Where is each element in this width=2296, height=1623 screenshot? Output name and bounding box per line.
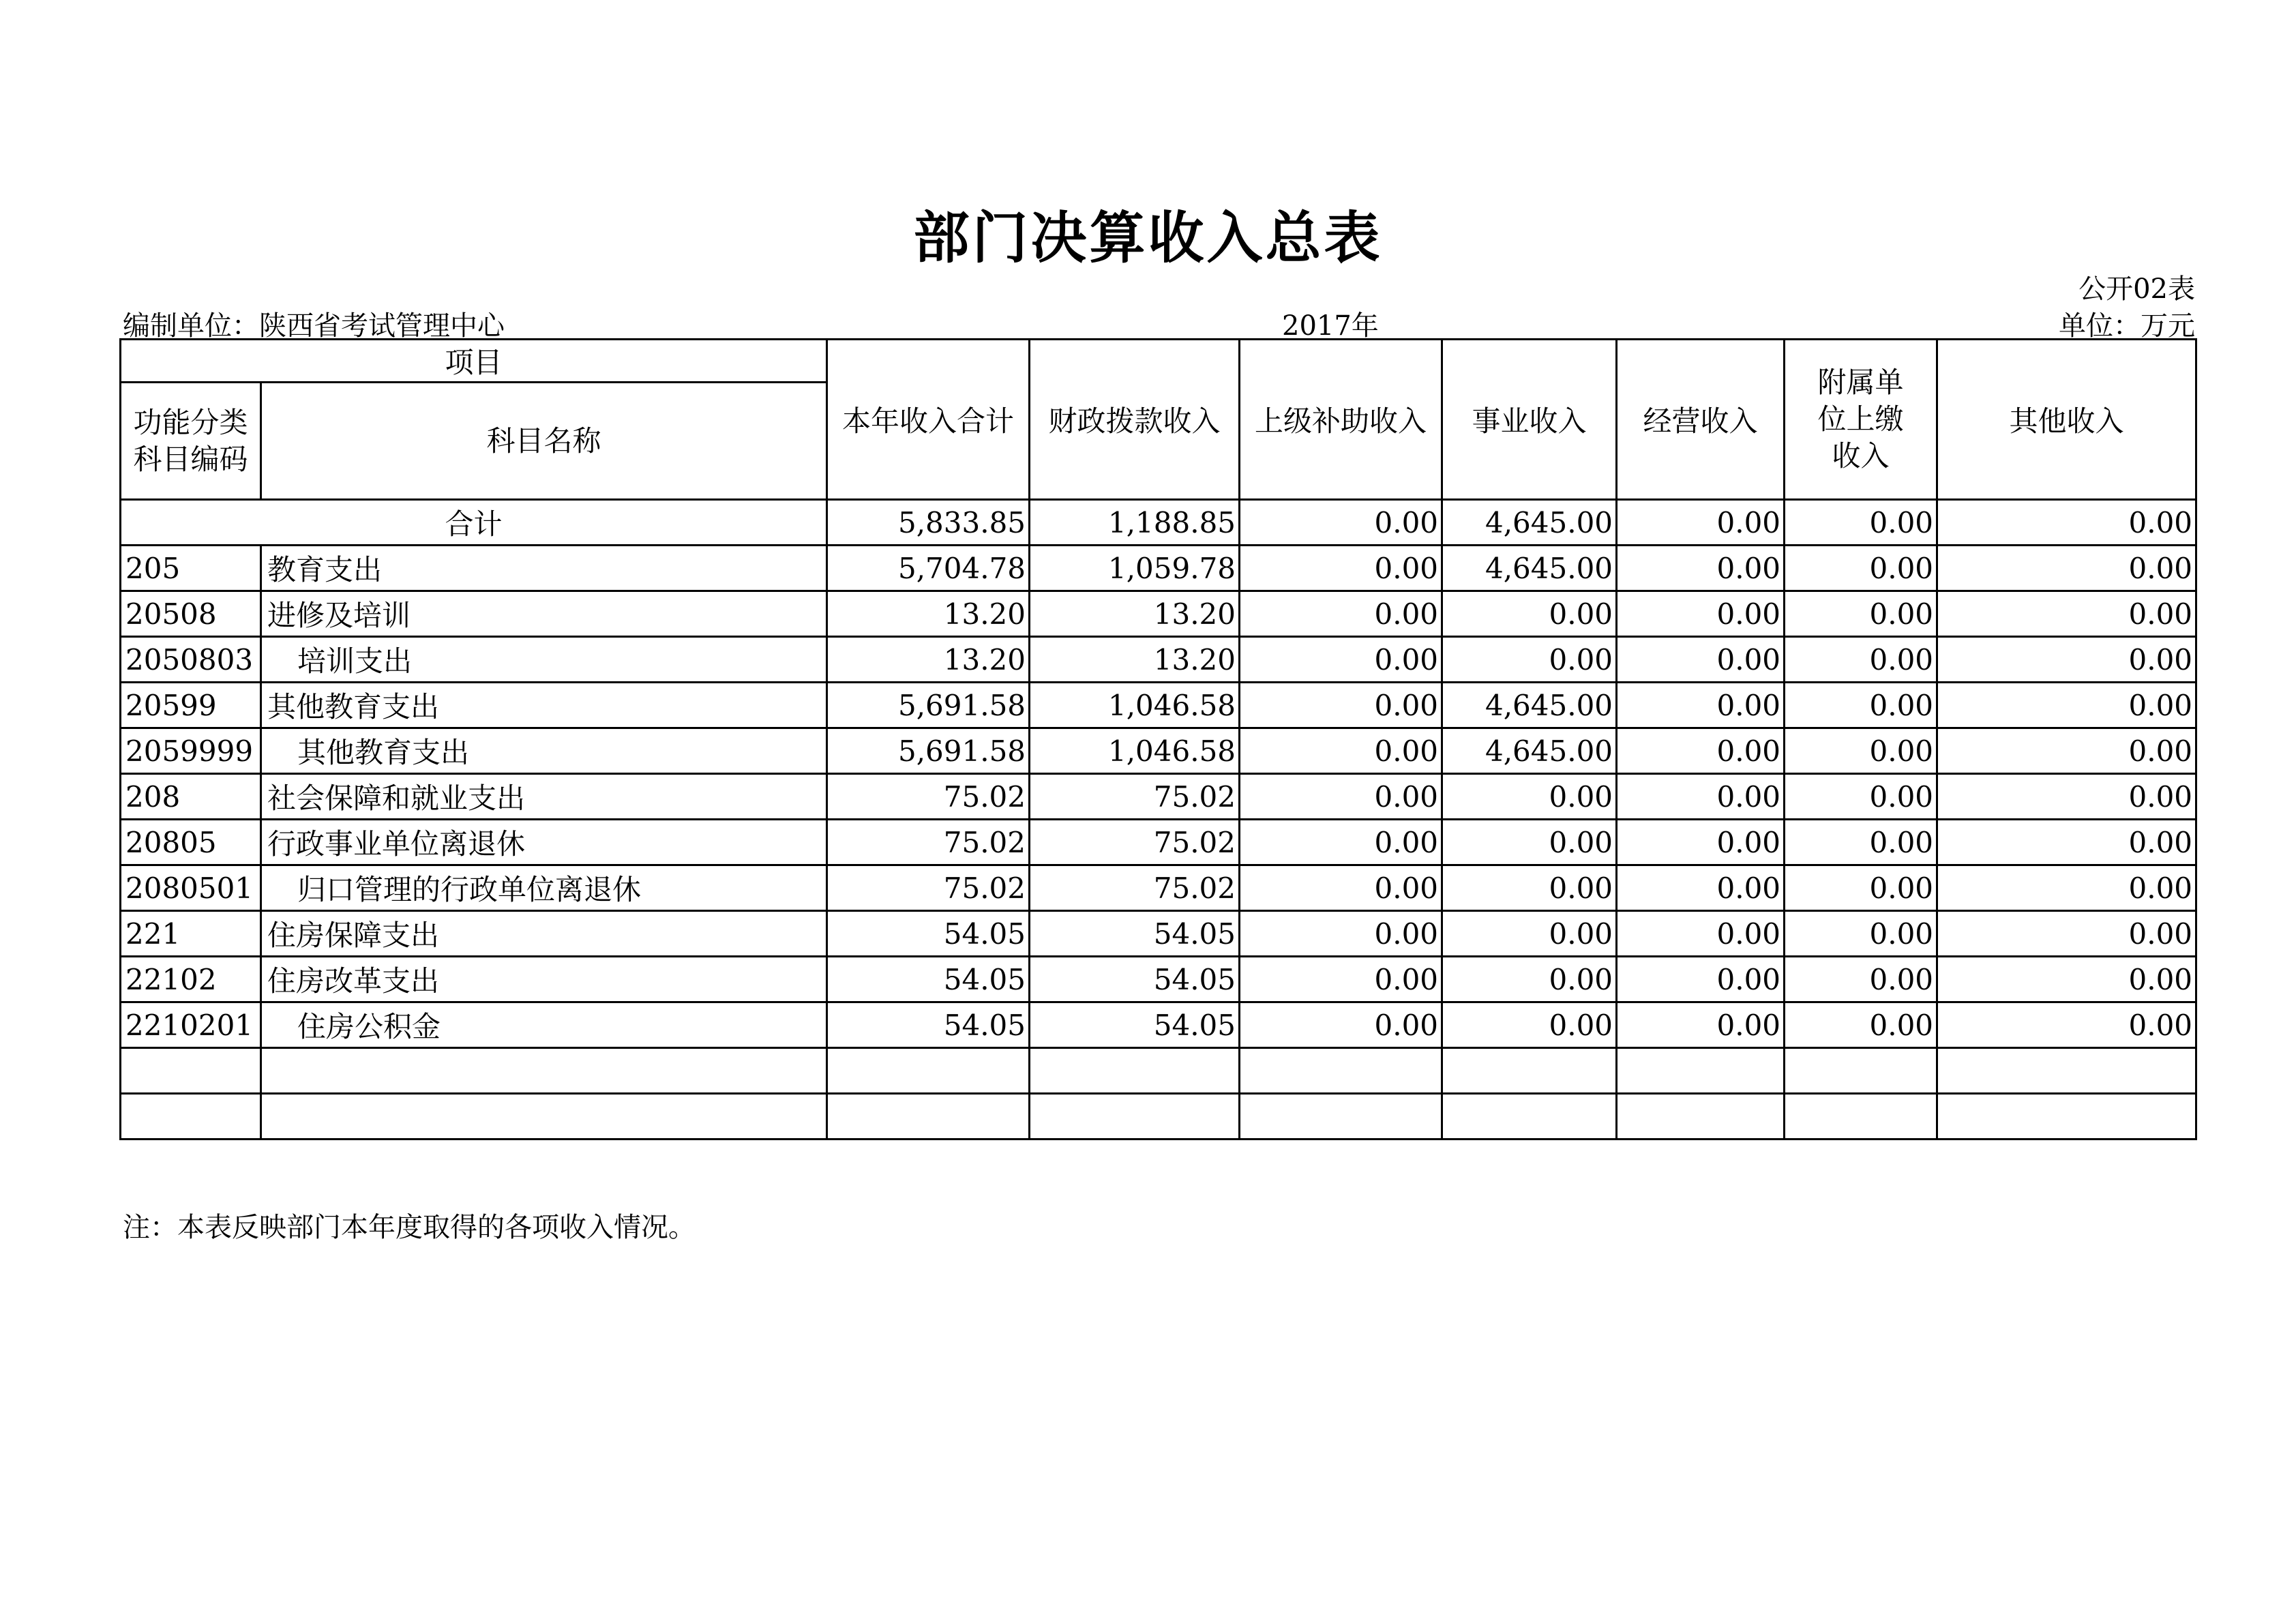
amount-cell: 0.00 — [1617, 865, 1785, 911]
header-code — [121, 383, 261, 500]
amount-cell: 1,059.78 — [1030, 546, 1240, 591]
amount-cell: 54.05 — [1030, 911, 1240, 957]
subject-name: 进修及培训 — [261, 591, 827, 637]
empty-cell — [1785, 1094, 1937, 1140]
total-value: 0.00 — [1240, 500, 1442, 546]
amount-cell: 0.00 — [1240, 820, 1442, 865]
amount-cell: 5,691.58 — [827, 728, 1030, 774]
amount-cell: 0.00 — [1617, 911, 1785, 957]
amount-cell: 0.00 — [1937, 683, 2196, 728]
amount-cell: 54.05 — [1030, 957, 1240, 1002]
amount-cell: 0.00 — [1240, 637, 1442, 683]
subject-name: 行政事业单位离退休 — [261, 820, 827, 865]
amount-cell: 0.00 — [1937, 546, 2196, 591]
amount-cell: 0.00 — [1785, 957, 1937, 1002]
amount-cell: 0.00 — [1240, 1002, 1442, 1048]
amount-cell: 0.00 — [1785, 591, 1937, 637]
header-col-affiliated — [1785, 340, 1937, 500]
amount-cell: 0.00 — [1937, 1002, 2196, 1048]
amount-cell: 13.20 — [1030, 591, 1240, 637]
header-col-operating: 经营收入 — [1617, 340, 1785, 500]
amount-cell: 13.20 — [1030, 637, 1240, 683]
total-value: 0.00 — [1785, 500, 1937, 546]
empty-cell — [1785, 1048, 1937, 1094]
table-note: 注：本表反映部门本年度取得的各项收入情况。 — [123, 1212, 696, 1243]
amount-cell: 0.00 — [1240, 774, 1442, 820]
amount-cell: 0.00 — [1617, 546, 1785, 591]
amount-cell: 75.02 — [827, 820, 1030, 865]
subject-name: 住房改革支出 — [261, 957, 827, 1002]
amount-cell: 54.05 — [827, 911, 1030, 957]
header-col-affiliated-text: 附属单位上缴收入 — [1817, 366, 1904, 473]
table-row — [121, 957, 2196, 1002]
amount-cell: 0.00 — [1442, 820, 1617, 865]
amount-cell: 0.00 — [1785, 820, 1937, 865]
amount-cell: 75.02 — [1030, 865, 1240, 911]
empty-cell — [827, 1094, 1030, 1140]
amount-cell: 0.00 — [1240, 865, 1442, 911]
amount-cell: 0.00 — [1785, 1002, 1937, 1048]
subject-name: 住房公积金 — [261, 1002, 827, 1048]
subject-name: 培训支出 — [261, 637, 827, 683]
empty-row — [121, 1094, 2196, 1140]
amount-cell: 54.05 — [1030, 1002, 1240, 1048]
amount-cell: 0.00 — [1442, 591, 1617, 637]
amount-cell: 0.00 — [1617, 591, 1785, 637]
subject-code: 20599 — [121, 683, 261, 728]
empty-cell — [1030, 1094, 1240, 1140]
empty-cell — [1937, 1094, 2196, 1140]
subject-code: 221 — [121, 911, 261, 957]
amount-cell: 0.00 — [1240, 911, 1442, 957]
amount-cell: 0.00 — [1937, 728, 2196, 774]
amount-cell: 0.00 — [1785, 637, 1937, 683]
subject-name: 社会保障和就业支出 — [261, 774, 827, 820]
table-row — [121, 728, 2196, 774]
table-row — [121, 546, 2196, 591]
amount-cell: 75.02 — [827, 774, 1030, 820]
amount-cell: 0.00 — [1937, 865, 2196, 911]
amount-cell: 54.05 — [827, 1002, 1030, 1048]
subject-name: 教育支出 — [261, 546, 827, 591]
amount-cell: 4,645.00 — [1442, 546, 1617, 591]
amount-cell: 0.00 — [1240, 546, 1442, 591]
amount-cell: 1,046.58 — [1030, 683, 1240, 728]
amount-cell: 75.02 — [827, 865, 1030, 911]
subject-code: 20805 — [121, 820, 261, 865]
amount-cell: 0.00 — [1937, 957, 2196, 1002]
amount-cell: 0.00 — [1617, 820, 1785, 865]
table-row — [121, 637, 2196, 683]
empty-cell — [1442, 1094, 1617, 1140]
subject-code: 208 — [121, 774, 261, 820]
empty-cell — [1240, 1048, 1442, 1094]
total-value: 0.00 — [1937, 500, 2196, 546]
amount-cell: 0.00 — [1937, 820, 2196, 865]
amount-cell: 0.00 — [1785, 911, 1937, 957]
empty-cell — [1617, 1048, 1785, 1094]
table-row — [121, 865, 2196, 911]
subject-name: 归口管理的行政单位离退休 — [261, 865, 827, 911]
amount-cell: 0.00 — [1442, 774, 1617, 820]
total-value: 1,188.85 — [1030, 500, 1240, 546]
amount-cell: 0.00 — [1937, 591, 2196, 637]
empty-row — [121, 1048, 2196, 1094]
amount-cell: 4,645.00 — [1442, 728, 1617, 774]
amount-cell: 0.00 — [1617, 774, 1785, 820]
header-col-total: 本年收入合计 — [827, 340, 1030, 500]
empty-cell — [121, 1094, 261, 1140]
amount-cell: 0.00 — [1785, 728, 1937, 774]
header-col-superior-subsidy: 上级补助收入 — [1240, 340, 1442, 500]
subject-code: 20508 — [121, 591, 261, 637]
amount-cell: 0.00 — [1617, 683, 1785, 728]
empty-cell — [1937, 1048, 2196, 1094]
amount-cell: 0.00 — [1617, 637, 1785, 683]
amount-cell: 0.00 — [1785, 683, 1937, 728]
amount-cell: 0.00 — [1442, 957, 1617, 1002]
header-col-fiscal: 财政拨款收入 — [1030, 340, 1240, 500]
subject-code: 22102 — [121, 957, 261, 1002]
header-col-other: 其他收入 — [1937, 340, 2196, 500]
total-value: 4,645.00 — [1442, 500, 1617, 546]
amount-cell: 0.00 — [1785, 546, 1937, 591]
subject-name: 其他教育支出 — [261, 683, 827, 728]
empty-cell — [1617, 1094, 1785, 1140]
amount-cell: 0.00 — [1442, 637, 1617, 683]
income-summary-table — [119, 338, 2197, 1140]
subject-code: 2080501 — [121, 865, 261, 911]
table-row — [121, 683, 2196, 728]
header-code-text: 功能分类科目编码 — [133, 405, 248, 476]
table-row — [121, 911, 2196, 957]
table-row — [121, 591, 2196, 637]
table-row — [121, 774, 2196, 820]
empty-cell — [1240, 1094, 1442, 1140]
header-name: 科目名称 — [261, 383, 827, 500]
empty-cell — [121, 1048, 261, 1094]
amount-cell: 0.00 — [1617, 1002, 1785, 1048]
amount-cell: 5,691.58 — [827, 683, 1030, 728]
amount-cell: 0.00 — [1442, 911, 1617, 957]
total-label: 合计 — [121, 500, 827, 546]
amount-cell: 4,645.00 — [1442, 683, 1617, 728]
subject-name: 其他教育支出 — [261, 728, 827, 774]
total-value: 0.00 — [1617, 500, 1785, 546]
amount-cell: 0.00 — [1442, 865, 1617, 911]
amount-cell: 0.00 — [1240, 728, 1442, 774]
amount-cell: 5,704.78 — [827, 546, 1030, 591]
form-number: 公开02表 — [2078, 273, 2195, 305]
amount-cell: 0.00 — [1442, 1002, 1617, 1048]
amount-cell: 0.00 — [1937, 911, 2196, 957]
amount-cell: 1,046.58 — [1030, 728, 1240, 774]
empty-cell — [827, 1048, 1030, 1094]
amount-cell: 75.02 — [1030, 774, 1240, 820]
empty-cell — [1030, 1048, 1240, 1094]
subject-name: 住房保障支出 — [261, 911, 827, 957]
total-row — [121, 500, 2196, 546]
amount-cell: 0.00 — [1785, 774, 1937, 820]
amount-cell: 0.00 — [1240, 957, 1442, 1002]
empty-cell — [1442, 1048, 1617, 1094]
table-row — [121, 820, 2196, 865]
header-col-business: 事业收入 — [1442, 340, 1617, 500]
amount-cell: 0.00 — [1240, 591, 1442, 637]
header-project: 项目 — [121, 340, 827, 383]
subject-code: 2059999 — [121, 728, 261, 774]
page-title: 部门决算收入总表 — [913, 206, 1383, 271]
amount-cell: 13.20 — [827, 637, 1030, 683]
amount-cell: 75.02 — [1030, 820, 1240, 865]
subject-code: 205 — [121, 546, 261, 591]
total-value: 5,833.85 — [827, 500, 1030, 546]
subject-code: 2210201 — [121, 1002, 261, 1048]
table-row — [121, 1002, 2196, 1048]
amount-cell: 0.00 — [1937, 637, 2196, 683]
amount-cell: 0.00 — [1617, 728, 1785, 774]
empty-cell — [261, 1048, 827, 1094]
empty-cell — [261, 1094, 827, 1140]
compiling-unit: 编制单位：陕西省考试管理中心 — [123, 310, 505, 342]
subject-code: 2050803 — [121, 637, 261, 683]
amount-cell: 13.20 — [827, 591, 1030, 637]
amount-cell: 0.00 — [1785, 865, 1937, 911]
amount-cell: 54.05 — [827, 957, 1030, 1002]
amount-cell: 0.00 — [1617, 957, 1785, 1002]
report-year: 2017年 — [1282, 310, 1379, 342]
amount-cell: 0.00 — [1937, 774, 2196, 820]
currency-unit: 单位：万元 — [2059, 310, 2195, 342]
amount-cell: 0.00 — [1240, 683, 1442, 728]
